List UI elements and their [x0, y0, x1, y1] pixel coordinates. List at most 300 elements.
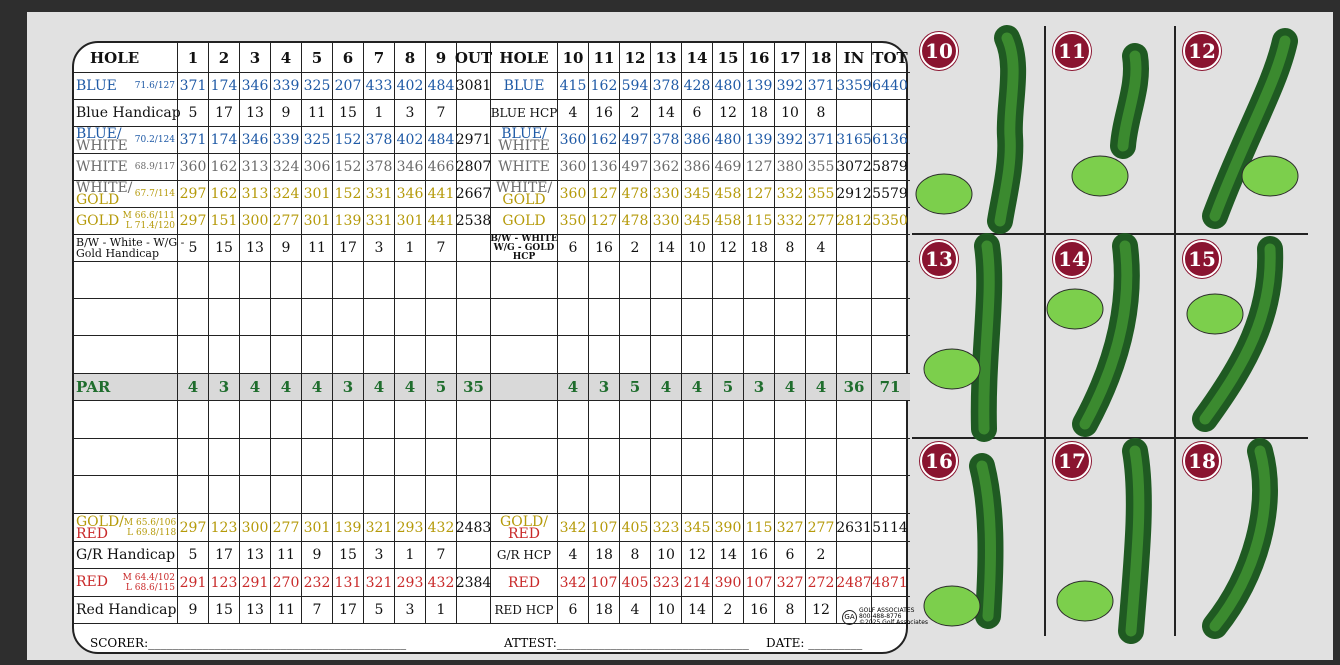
score-entry-cell[interactable] [333, 299, 364, 335]
hole-value [240, 208, 271, 234]
score-entry-cell[interactable] [491, 401, 558, 438]
score-entry-cell[interactable] [457, 262, 491, 298]
cell-text: 107 [590, 519, 618, 536]
score-entry-cell[interactable] [302, 336, 333, 373]
score-entry-cell[interactable] [240, 336, 271, 373]
score-entry-cell[interactable] [364, 401, 395, 438]
score-entry-cell[interactable] [333, 439, 364, 475]
score-entry-cell[interactable] [872, 299, 908, 335]
cell-text: 2384 [455, 574, 492, 591]
score-entry-cell[interactable] [271, 476, 302, 513]
score-entry-cell[interactable] [620, 401, 651, 438]
score-entry-cell[interactable] [240, 299, 271, 335]
cell-text: 15 [215, 602, 233, 618]
hole-value [333, 208, 364, 234]
score-entry-cell[interactable] [806, 336, 837, 373]
cell-text: 2 [630, 105, 640, 121]
hole-value [558, 514, 589, 541]
cell-text: 342 [559, 519, 587, 536]
hole-value [775, 127, 806, 153]
hole-value [775, 514, 806, 541]
score-entry-cell[interactable] [651, 336, 682, 373]
cell-text: 6 [692, 105, 702, 121]
score-entry-cell[interactable] [713, 439, 744, 475]
cell-text: 8 [404, 48, 416, 67]
cell-text: 4 [568, 105, 578, 121]
hole-value [713, 127, 744, 153]
score-entry-cell[interactable] [558, 439, 589, 475]
score-entry-cell[interactable] [775, 336, 806, 373]
cell-text: 3 [405, 105, 415, 121]
hole-value [744, 374, 775, 400]
score-entry-cell[interactable] [491, 439, 558, 475]
score-entry-cell[interactable] [364, 439, 395, 475]
score-entry-cell[interactable] [491, 262, 558, 298]
score-entry-cell[interactable] [209, 476, 240, 513]
score-entry-cell[interactable] [178, 262, 209, 298]
score-entry-cell[interactable] [302, 262, 333, 298]
hole-value [651, 542, 682, 568]
score-entry-cell[interactable] [209, 299, 240, 335]
cell-text: 5 [188, 547, 198, 563]
out-total [457, 208, 491, 234]
cell-text: 1 [436, 602, 446, 618]
score-entry-cell[interactable] [744, 262, 775, 298]
back-nine-label [491, 569, 558, 596]
cell-text: 301 [303, 519, 331, 536]
out-total [457, 569, 491, 596]
hole-value [333, 127, 364, 153]
score-entry-cell[interactable] [491, 299, 558, 335]
cell-text: 321 [365, 519, 393, 536]
score-entry-cell[interactable] [271, 401, 302, 438]
player-score-row [74, 439, 910, 476]
hole-value [240, 181, 271, 207]
table-row [74, 154, 910, 181]
score-entry-cell[interactable] [178, 336, 209, 373]
score-entry-cell[interactable] [240, 439, 271, 475]
cell-text: 127 [745, 186, 773, 202]
hole-number-badge: 11 [1053, 32, 1091, 70]
cell-text: 478 [621, 186, 649, 202]
cell-text: 11 [277, 602, 295, 618]
score-entry-cell[interactable] [806, 262, 837, 298]
cell-text: 2667 [455, 186, 492, 202]
hole-value [240, 73, 271, 99]
hole-map-14[interactable] [1045, 234, 1175, 436]
score-entry-cell[interactable] [682, 299, 713, 335]
score-entry-cell[interactable] [240, 476, 271, 513]
hole-value [302, 542, 333, 568]
cell-text: 18 [810, 48, 832, 67]
hole-value [395, 542, 426, 568]
score-entry-cell[interactable] [333, 336, 364, 373]
in-total [837, 374, 872, 400]
score-entry-cell[interactable] [775, 476, 806, 513]
cell-text: 17 [779, 48, 801, 67]
cell-text: 15 [215, 240, 233, 256]
cell-text: 214 [683, 574, 711, 591]
cell-text: 3072 [836, 159, 872, 175]
cell-text: 12 [812, 602, 830, 618]
score-entry-cell[interactable] [240, 401, 271, 438]
score-entry-cell[interactable] [589, 476, 620, 513]
score-entry-cell[interactable] [589, 336, 620, 373]
score-entry-cell[interactable] [302, 401, 333, 438]
cell-text: 3 [342, 378, 354, 396]
score-entry-cell[interactable] [744, 299, 775, 335]
score-entry-cell[interactable] [209, 262, 240, 298]
score-entry-cell[interactable] [806, 299, 837, 335]
cell-text: 301 [303, 213, 331, 229]
hole-value [682, 127, 713, 153]
score-entry-cell[interactable] [395, 299, 426, 335]
scorer-line[interactable]: SCORER:___________________________________________ [90, 636, 407, 650]
score-entry-cell[interactable] [271, 299, 302, 335]
score-entry-cell[interactable] [271, 336, 302, 373]
score-entry-cell[interactable] [713, 262, 744, 298]
hole-value [620, 100, 651, 126]
score-entry-cell[interactable] [620, 336, 651, 373]
hole-value [713, 100, 744, 126]
score-entry-cell[interactable] [775, 299, 806, 335]
score-entry-cell[interactable] [426, 401, 457, 438]
hole-map-10[interactable] [912, 26, 1045, 234]
score-entry-cell[interactable] [426, 262, 457, 298]
cell-text: 480 [714, 78, 742, 94]
score-entry-cell[interactable] [178, 439, 209, 475]
score-entry-cell[interactable] [178, 476, 209, 513]
cell-text: 432 [427, 574, 455, 591]
hole-value [589, 100, 620, 126]
score-entry-cell[interactable] [558, 299, 589, 335]
cell-text: RED HCP [494, 603, 554, 617]
score-entry-cell[interactable] [209, 336, 240, 373]
hole-map-11[interactable] [1045, 26, 1175, 234]
player-name-cell[interactable] [74, 476, 178, 513]
score-entry-cell[interactable] [651, 476, 682, 513]
hole-value [589, 569, 620, 596]
hole-value [558, 154, 589, 180]
score-entry-cell[interactable] [395, 262, 426, 298]
score-entry-cell[interactable] [744, 401, 775, 438]
player-name-cell[interactable] [74, 299, 178, 335]
score-entry-cell[interactable] [682, 476, 713, 513]
score-entry-cell[interactable] [872, 401, 908, 438]
score-entry-cell[interactable] [682, 262, 713, 298]
row-label [74, 569, 178, 596]
cell-text: 458 [714, 213, 742, 229]
hole-value [589, 154, 620, 180]
score-entry-cell[interactable] [333, 401, 364, 438]
cell-text: 480 [714, 132, 742, 148]
score-entry-cell[interactable] [395, 401, 426, 438]
score-entry-cell[interactable] [178, 401, 209, 438]
score-entry-cell[interactable] [872, 439, 908, 475]
hole-value [651, 43, 682, 72]
back-nine-label [491, 43, 558, 72]
hole-value [178, 181, 209, 207]
score-entry-cell[interactable] [271, 262, 302, 298]
hole-number-badge: 16 [920, 442, 958, 480]
score-entry-cell[interactable] [178, 299, 209, 335]
hole-number-badge: 12 [1183, 32, 1221, 70]
score-entry-cell[interactable] [333, 476, 364, 513]
cell-text: 355 [807, 159, 835, 175]
hole-value [713, 181, 744, 207]
course-rating: M 64.4/102 L 68.6/115 [122, 572, 175, 593]
score-entry-cell[interactable] [457, 476, 491, 513]
hole-number-badge: 10 [920, 32, 958, 70]
score-entry-cell[interactable] [302, 299, 333, 335]
hole-value [209, 127, 240, 153]
score-entry-cell[interactable] [806, 439, 837, 475]
score-entry-cell[interactable] [775, 439, 806, 475]
score-entry-cell[interactable] [364, 476, 395, 513]
cell-text: 139 [334, 519, 362, 536]
cell-text: 10 [562, 48, 584, 67]
score-entry-cell[interactable] [837, 336, 872, 373]
score-entry-cell[interactable] [558, 336, 589, 373]
score-entry-cell[interactable] [620, 439, 651, 475]
cell-text: 11 [593, 48, 615, 67]
hole-value [178, 542, 209, 568]
cell-text: 3 [405, 602, 415, 618]
score-entry-cell[interactable] [872, 262, 908, 298]
score-entry-cell[interactable] [837, 262, 872, 298]
player-name-cell[interactable] [74, 439, 178, 475]
score-entry-cell[interactable] [806, 476, 837, 513]
cell-text: 3 [753, 378, 765, 396]
cell-text: 16 [595, 105, 613, 121]
score-entry-cell[interactable] [395, 439, 426, 475]
cell-text: 4 [373, 378, 385, 396]
score-entry-cell[interactable] [837, 401, 872, 438]
hole-map-12[interactable] [1175, 26, 1308, 234]
score-entry-cell[interactable] [426, 439, 457, 475]
cell-text: 12 [719, 240, 737, 256]
out-total [457, 154, 491, 180]
score-entry-cell[interactable] [457, 299, 491, 335]
cell-text: 162 [210, 186, 238, 202]
hole-value [364, 100, 395, 126]
score-entry-cell[interactable] [837, 299, 872, 335]
score-entry-cell[interactable] [558, 401, 589, 438]
row-label [74, 235, 185, 261]
score-entry-cell[interactable] [775, 401, 806, 438]
hole-value [620, 208, 651, 234]
cell-text: 300 [241, 213, 269, 229]
hole-value [271, 542, 302, 568]
score-entry-cell[interactable] [682, 439, 713, 475]
hole-map-18[interactable] [1175, 436, 1308, 646]
out-total [457, 181, 491, 207]
green-detail-inset [924, 586, 980, 626]
score-entry-cell[interactable] [457, 401, 491, 438]
cell-text: 291 [179, 574, 207, 591]
score-entry-cell[interactable] [491, 336, 558, 373]
hole-value [558, 73, 589, 99]
hole-value [240, 235, 271, 261]
table-row [74, 127, 910, 154]
cell-text: 14 [657, 105, 675, 121]
hole-map-15[interactable] [1175, 234, 1308, 436]
row-label-text: GOLD [76, 212, 120, 229]
hole-map-17[interactable] [1045, 436, 1175, 646]
score-entry-cell[interactable] [589, 299, 620, 335]
green-detail-inset [1057, 581, 1113, 621]
score-entry-cell[interactable] [333, 262, 364, 298]
score-entry-cell[interactable] [426, 476, 457, 513]
score-entry-cell[interactable] [713, 336, 744, 373]
cell-text: 11 [277, 547, 295, 563]
score-entry-cell[interactable] [364, 336, 395, 373]
hole-value [426, 569, 457, 596]
score-entry-cell[interactable] [744, 476, 775, 513]
score-entry-cell[interactable] [558, 262, 589, 298]
score-entry-cell[interactable] [620, 262, 651, 298]
score-entry-cell[interactable] [651, 401, 682, 438]
cell-text: 332 [776, 186, 804, 202]
hole-value [682, 73, 713, 99]
row-label [74, 127, 178, 153]
hole-value [395, 208, 426, 234]
score-entry-cell[interactable] [651, 439, 682, 475]
cell-text: 127 [590, 186, 618, 202]
hole-value [744, 569, 775, 596]
hole-value [333, 181, 364, 207]
cell-text: 441 [427, 186, 455, 202]
score-entry-cell[interactable] [713, 299, 744, 335]
score-entry-cell[interactable] [491, 476, 558, 513]
score-entry-cell[interactable] [589, 401, 620, 438]
score-entry-cell[interactable] [837, 476, 872, 513]
back-nine-label [491, 374, 558, 400]
score-entry-cell[interactable] [395, 336, 426, 373]
hole-value [806, 181, 837, 207]
cell-text: 3 [249, 48, 261, 67]
score-entry-cell[interactable] [364, 262, 395, 298]
player-name-cell[interactable] [74, 262, 178, 298]
hole-value [364, 73, 395, 99]
row-label-text: G/R Handicap [76, 546, 176, 563]
player-name-cell[interactable] [74, 336, 178, 373]
cell-text: 360 [179, 159, 207, 175]
score-entry-cell[interactable] [364, 299, 395, 335]
score-entry-cell[interactable] [271, 439, 302, 475]
cell-text: GOLD [502, 213, 546, 229]
hole-value [426, 43, 457, 72]
cell-text: 9 [435, 48, 447, 67]
hole-value [620, 127, 651, 153]
score-entry-cell[interactable] [589, 439, 620, 475]
attest-line[interactable]: ATTEST:________________________________ [504, 636, 749, 650]
score-entry-cell[interactable] [558, 476, 589, 513]
score-entry-cell[interactable] [872, 336, 908, 373]
hole-number-badge: 14 [1053, 240, 1091, 278]
cell-text: 16 [595, 240, 613, 256]
cell-text: 13 [246, 240, 264, 256]
hole-value [620, 597, 651, 623]
cell-text: 14 [688, 602, 706, 618]
hole-value [178, 569, 209, 596]
cell-text: GOLD/ RED [500, 513, 548, 542]
score-entry-cell[interactable] [426, 299, 457, 335]
cell-text: 277 [807, 519, 835, 536]
cell-text: 350 [559, 213, 587, 229]
cell-text: 355 [807, 186, 835, 202]
out-total [457, 127, 491, 153]
score-entry-cell[interactable] [713, 476, 744, 513]
cell-text: 7 [436, 547, 446, 563]
hole-map-16[interactable] [912, 436, 1045, 646]
score-entry-cell[interactable] [872, 476, 908, 513]
hole-value [651, 235, 682, 261]
hole-value [806, 597, 837, 623]
score-entry-cell[interactable] [302, 476, 333, 513]
score-entry-cell[interactable] [806, 401, 837, 438]
hole-value [713, 374, 744, 400]
score-entry-cell[interactable] [620, 476, 651, 513]
score-entry-cell[interactable] [744, 336, 775, 373]
cell-text: 152 [334, 159, 362, 175]
score-entry-cell[interactable] [682, 336, 713, 373]
hole-value [395, 100, 426, 126]
score-entry-cell[interactable] [744, 439, 775, 475]
hole-value [620, 181, 651, 207]
score-entry-cell[interactable] [457, 439, 491, 475]
scorecard-table [72, 41, 929, 654]
cell-text: 331 [365, 186, 393, 202]
hole-value [775, 73, 806, 99]
score-entry-cell[interactable] [682, 401, 713, 438]
hole-value [620, 542, 651, 568]
cell-text: 3 [374, 547, 384, 563]
cell-text: IN [843, 48, 865, 67]
score-entry-cell[interactable] [457, 336, 491, 373]
hole-value [426, 514, 457, 541]
score-entry-cell[interactable] [426, 336, 457, 373]
score-entry-cell[interactable] [775, 262, 806, 298]
score-entry-cell[interactable] [713, 401, 744, 438]
score-entry-cell[interactable] [620, 299, 651, 335]
score-entry-cell[interactable] [651, 299, 682, 335]
cell-text: 466 [427, 159, 455, 175]
cell-text: 4 [280, 48, 292, 67]
score-entry-cell[interactable] [240, 262, 271, 298]
score-entry-cell[interactable] [395, 476, 426, 513]
hole-value [651, 514, 682, 541]
date-line[interactable]: DATE: _________ [766, 636, 863, 650]
row-label [74, 597, 178, 623]
cell-text: 17 [215, 547, 233, 563]
hole-map-13[interactable] [912, 234, 1045, 436]
hole-value [806, 514, 837, 541]
cell-text: 405 [621, 574, 649, 591]
score-entry-cell[interactable] [302, 439, 333, 475]
hole-value [744, 154, 775, 180]
score-entry-cell[interactable] [651, 262, 682, 298]
course-rating: 71.6/127 [134, 81, 175, 91]
hole-value [744, 43, 775, 72]
score-entry-cell[interactable] [209, 401, 240, 438]
hole-value [713, 569, 744, 596]
cell-text: BLUE [503, 78, 545, 94]
player-name-cell[interactable] [74, 401, 178, 438]
score-entry-cell[interactable] [837, 439, 872, 475]
score-entry-cell[interactable] [589, 262, 620, 298]
score-entry-cell[interactable] [209, 439, 240, 475]
